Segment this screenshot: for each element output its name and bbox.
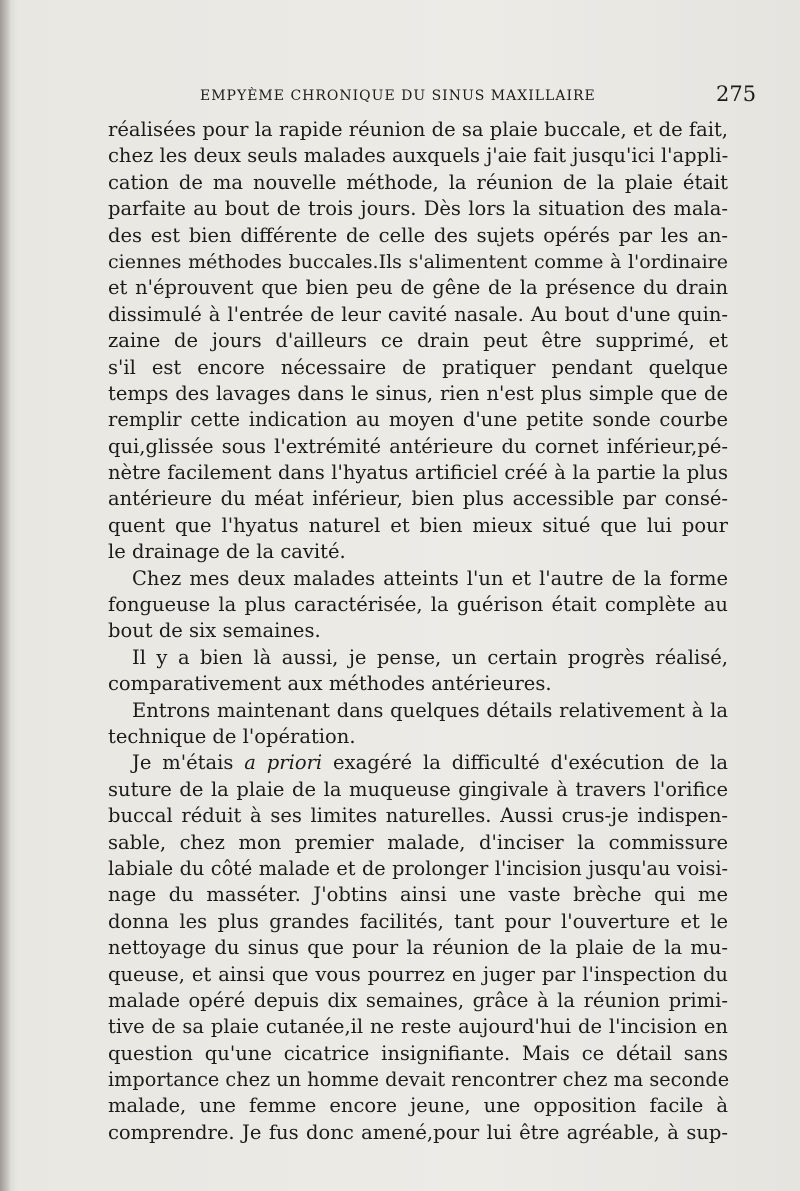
italic-phrase: a priori (244, 751, 323, 775)
text-line: malade, une femme encore jeune, une opposition facile à (108, 1094, 728, 1118)
text-line: antérieure du méat inférieur, bien plus accessible par consé- (108, 487, 728, 511)
text-line: queuse, et ainsi que vous pourrez en juger par l'inspection du (108, 962, 728, 986)
text-line: donna les plus grandes facilités, tant pour l'ouverture et le (108, 909, 728, 933)
text-line: dissimulé à l'entrée de leur cavité nasale. Au bout d'une quin- (108, 302, 728, 326)
text-line: le drainage de la cavité. (108, 540, 346, 564)
text-line: qui,glissée sous l'extrémité antérieure du cornet inférieur,pé- (108, 434, 728, 458)
text-line: sable, chez mon premier malade, d'inciser la commissure (108, 830, 728, 854)
text-line: labiale du côté malade et de prolonger l'incision jusqu'au voisi- (108, 856, 728, 880)
text-line: suture de la plaie de la muqueuse gingivale à travers l'orifice (108, 777, 728, 801)
text-line: importance chez un homme devait rencontrer chez ma seconde (108, 1068, 730, 1092)
page-number: 275 (716, 82, 757, 106)
text-line: temps des lavages dans le sinus, rien n'est plus simple que de (108, 381, 728, 405)
text-line: ciennes méthodes buccales.Ils s'alimentent comme à l'ordinaire (108, 250, 728, 273)
text-line: tive de sa plaie cutanée,il ne reste aujourd'hui de l'incision en (108, 1015, 728, 1039)
text-line: nètre facilement dans l'hyatus artificiel créé à la partie la plus (108, 461, 728, 485)
text-line: comparativement aux méthodes antérieures. (108, 672, 552, 696)
text-line: fongueuse la plus caractérisée, la guérison était complète au (108, 593, 728, 617)
text-line: bout de six semaines. (108, 619, 321, 643)
text-line: remplir cette indication au moyen d'une petite sonde courbe (108, 408, 728, 432)
text-line: quent que l'hyatus naturel et bien mieux situé que lui pour (108, 513, 728, 537)
text-line: zaine de jours d'ailleurs ce drain peut être supprimé, et (108, 329, 728, 353)
text-line: technique de l'opération. (108, 724, 356, 748)
text-line: buccal réduit à ses limites naturelles. Aussi crus-je indispen- (108, 804, 728, 828)
text-line: parfaite au bout de trois jours. Dès lors la situation des mala- (108, 197, 728, 221)
text-line: des est bien différente de celle des sujets opérés par les an- (108, 223, 728, 247)
text-line: s'il est encore nécessaire de pratiquer pendant quelque (108, 355, 728, 379)
page-binding-edge (0, 0, 10, 1191)
body-text (108, 117, 728, 1146)
text-line: nettoyage du sinus que pour la réunion de la plaie de la mu- (108, 936, 728, 960)
text-line: question qu'une cicatrice insignifiante. Mais ce détail sans (108, 1041, 728, 1065)
text-line: Chez mes deux malades atteints l'un et l'autre de la forme (132, 566, 728, 590)
text-line: Entrons maintenant dans quelques détails relativement à la (132, 698, 728, 722)
text-line: Je m'étais a priori exagéré la difficulté d'exécution de la (132, 751, 728, 775)
text-line: et n'éprouvent que bien peu de gêne de la présence du drain (108, 276, 728, 300)
text-line: nage du masséter. J'obtins ainsi une vaste brèche qui me (108, 883, 728, 907)
text-line: Il y a bien là aussi, je pense, un certain progrès réalisé, (132, 645, 728, 669)
text-line: réalisées pour la rapide réunion de sa plaie buccale, et de fait, (108, 118, 728, 141)
text-line: chez les deux seuls malades auxquels j'aie fait jusqu'ici l'appli- (108, 144, 729, 168)
running-title: EMPYÈME CHRONIQUE DU SINUS MAXILLAIRE (200, 88, 596, 104)
text-line: comprendre. Je fus donc amené,pour lui être agréable, à sup- (108, 1120, 728, 1144)
text-line: cation de ma nouvelle méthode, la réunion de la plaie était (108, 170, 728, 194)
text-line: malade opéré depuis dix semaines, grâce à la réunion primi- (108, 988, 728, 1012)
